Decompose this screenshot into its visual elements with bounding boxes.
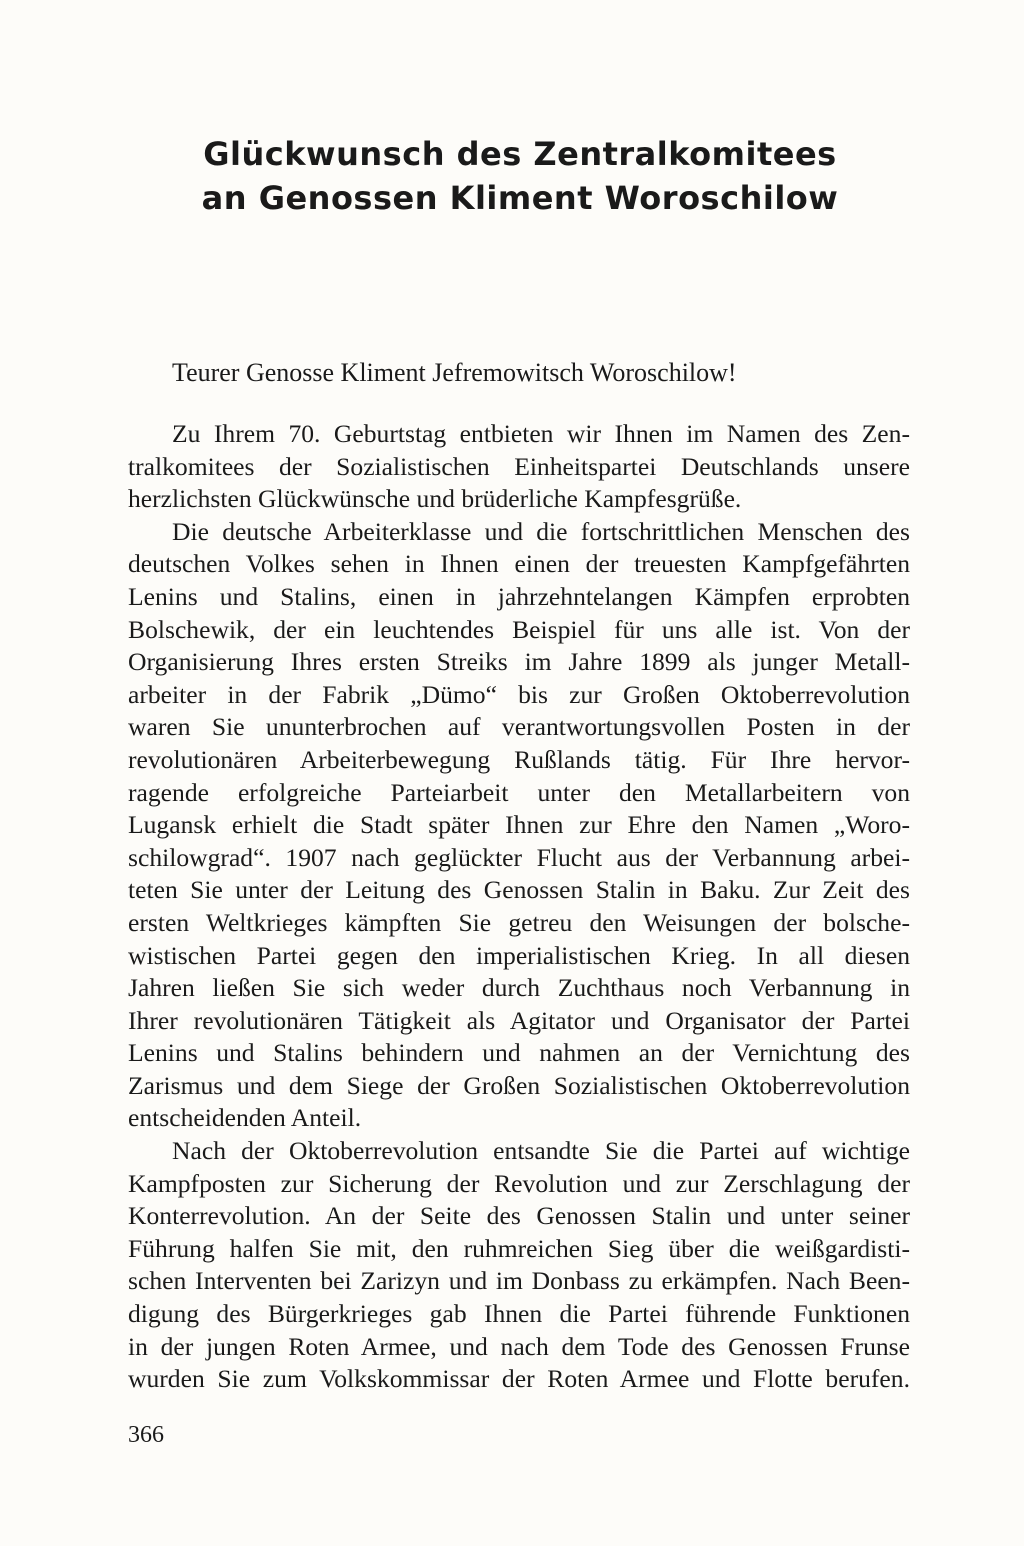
text-line: Lugansk erhielt die Stadt später Ihnen zur Ehre den Namen „Woro- [128,810,910,840]
text-line: Die deutsche Arbeiterklasse und die fortschrittlichen Menschen des [172,516,910,546]
text-line: Zu Ihrem 70. Geburtstag entbieten wir Ihnen im Namen des Zen- [172,419,910,448]
text-line: schen Interventen bei Zarizyn und im Donbass zu erkämpfen. Nach Been- [128,1266,910,1296]
text-line: Lenins und Stalins behindern und nahmen an der Vernichtung des [128,1038,910,1068]
text-line: Jahren ließen Sie sich weder durch Zuchthaus noch Verbannung in [128,973,910,1003]
page-title [200,132,840,220]
text-line: Ihrer revolutionären Tätigkeit als Agitator und Organisator der Partei [128,1005,910,1035]
text-line: wurden Sie zum Volkskommissar der Roten Armee und Flotte berufen. [128,1364,910,1394]
salutation: Teurer Genosse Kliment Jefremowitsch Woroschilow! [172,358,737,387]
text-line: waren Sie ununterbrochen auf verantwortungsvollen Posten in der [128,712,910,742]
text-line: Führung halfen Sie mit, den ruhmreichen Sieg über die weißgardisti- [128,1233,910,1263]
title-line-2: an Genossen Kliment Woroschilow [201,179,839,217]
text-line: Nach der Oktoberrevolution entsandte Sie die Partei auf wichtige [172,1136,910,1166]
text-line: tralkomitees der Sozialistischen Einheitspartei Deutschlands unsere [128,451,910,481]
text-line: Konterrevolution. An der Seite des Genossen Stalin und unter seiner [128,1201,910,1231]
text-line: teten Sie unter der Leitung des Genossen Stalin in Baku. Zur Zeit des [128,875,910,905]
text-line: herzlichsten Glückwünsche und brüderliche Kampfesgrüße. [128,484,742,514]
text-line: arbeiter in der Fabrik „Dümo“ bis zur Großen Oktoberrevolution [128,679,910,709]
text-line: schilowgrad“. 1907 nach geglückter Flucht aus der Verbannung arbei- [128,842,910,872]
text-line: digung des Bürgerkrieges gab Ihnen die Partei führende Funktionen [128,1299,910,1329]
text-line: revolutionären Arbeiterbewegung Rußlands tätig. Für Ihre hervor- [128,744,910,774]
page-number: 366 [128,1422,164,1448]
text-line: Organisierung Ihres ersten Streiks im Jahre 1899 als junger Metall- [128,647,910,677]
text-line: wistischen Partei gegen den imperialistischen Krieg. In all diesen [128,940,910,970]
text-line: Lenins und Stalins, einen in jahrzehntelangen Kämpfen erprobten [128,581,910,611]
body-text [128,418,910,1396]
text-line: entscheidenden Anteil. [128,1103,362,1133]
text-line: ragende erfolgreiche Parteiarbeit unter den Metallarbeitern von [128,777,910,807]
text-line: Zarismus und dem Siege der Großen Sozialistischen Oktoberrevolution [128,1070,910,1100]
text-line: deutschen Volkes sehen in Ihnen einen der treuesten Kampfgefährten [128,549,910,579]
title-line-1: Glückwunsch des Zentralkomitees [203,135,837,173]
text-line: Kampfposten zur Sicherung der Revolution und zur Zerschlagung der [128,1168,910,1198]
text-line: ersten Weltkrieges kämpften Sie getreu den Weisungen der bolsche- [128,907,910,937]
text-line: in der jungen Roten Armee, und nach dem Tode des Genossen Frunse [128,1331,910,1361]
text-line: Bolschewik, der ein leuchtendes Beispiel für uns alle ist. Von der [128,614,910,644]
